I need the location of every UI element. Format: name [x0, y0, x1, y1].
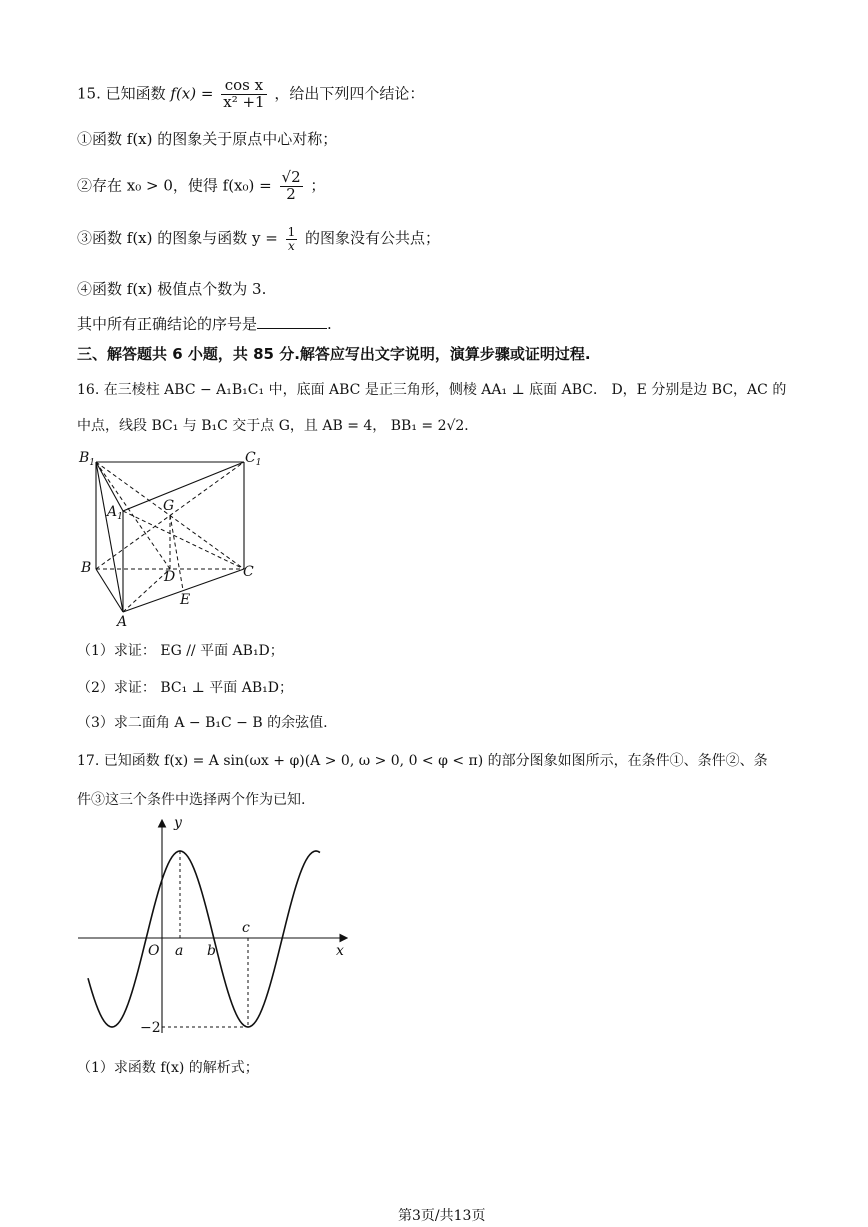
q15-c2-suf: ；	[310, 176, 326, 195]
label-E: E	[180, 592, 191, 608]
q16-line2: 中点，线段 BC₁ 与 B₁C 交于点 G，且 AB = 4， BB₁ = 2√2．	[77, 418, 479, 434]
prism-figure	[77, 448, 277, 630]
q15-c2-fraction	[280, 170, 303, 203]
q15-stem	[77, 78, 424, 111]
label-B: B	[81, 560, 92, 576]
q15-frac-num: cos x	[221, 78, 266, 95]
label-C1: $C_1$	[245, 450, 262, 468]
q17-line1: 17. 已知函数 f(x) = A sin(ωx + φ)(A > 0, ω > 0, 0 < φ < π) 的部分图象如图所示，在条件①、条件②、条	[77, 753, 768, 769]
q16-line1: 16. 在三棱柱 ABC − A₁B₁C₁ 中，底面 ABC 是正三角形，侧棱 AA₁ ⊥ 底面 ABC． D，E 分别是边 BC，AC 的	[77, 382, 787, 398]
q15-ask	[77, 313, 332, 334]
q16-part2: （2）求证： BC₁ ⊥ 平面 AB₁D；	[77, 680, 293, 696]
q15-c2-pre: ②存在 x₀ > 0，使得 f(x₀) =	[77, 176, 272, 195]
q16-part3: （3）求二面角 A − B₁C − B 的余弦值.	[77, 715, 328, 731]
x-axis-label: x	[336, 943, 344, 959]
origin-label: O	[148, 943, 160, 959]
label-C: C	[243, 564, 254, 580]
q15-c3-num: 1	[287, 225, 296, 239]
page-footer: 第3页/共13页	[398, 1208, 486, 1224]
label-G: G	[163, 498, 175, 514]
q15-conclusion-3	[77, 226, 440, 252]
q15-c2-num: √2	[281, 168, 301, 186]
tick-min: −2	[140, 1020, 161, 1036]
q15-c3-suf: 的图象没有公共点；	[305, 229, 441, 248]
q15-c3-pre: ③函数 f(x) 的图象与函数 y =	[77, 229, 278, 248]
q15-ask-pre: 其中所有正确结论的序号是	[77, 315, 258, 333]
sine-curve	[88, 851, 320, 1027]
label-D: D	[164, 569, 176, 585]
tick-c: c	[242, 920, 250, 936]
q15-frac-den: x² +1	[223, 92, 265, 111]
q15-conclusion-1: ①函数 f(x) 的图象关于原点中心对称；	[77, 130, 338, 148]
label-A1: $A_1$	[107, 504, 123, 522]
q15-fraction	[221, 78, 266, 111]
q15-c2-den: 2	[286, 184, 296, 203]
answer-blank	[257, 314, 327, 329]
y-axis-label: y	[174, 815, 182, 831]
tick-b: b	[207, 943, 216, 959]
q15-ask-suf: .	[327, 315, 332, 333]
q17-line2: 件③这三个条件中选择两个作为已知.	[77, 792, 306, 808]
q15-c3-fraction	[286, 226, 298, 252]
q17-part1: （1）求函数 f(x) 的解析式；	[77, 1060, 259, 1076]
label-B1: $B_1$	[79, 450, 96, 468]
q15-suffix: ，给出下列四个结论：	[274, 84, 425, 103]
q15-func-lhs: f(x) =	[170, 84, 214, 103]
q15-c3-den: x	[288, 238, 295, 253]
q15-conclusion-4: ④函数 f(x) 极值点个数为 3.	[77, 280, 267, 298]
sine-graph	[70, 815, 360, 1040]
q15-prefix: 15. 已知函数	[77, 84, 166, 103]
tick-a: a	[175, 943, 184, 959]
q15-conclusion-2	[77, 170, 325, 203]
q16-part1: （1）求证： EG // 平面 AB₁D；	[77, 643, 284, 659]
label-A: A	[117, 614, 128, 630]
section-heading: 三、解答题共 6 小题，共 85 分.解答应写出文字说明，演算步骤或证明过程.	[77, 345, 591, 363]
